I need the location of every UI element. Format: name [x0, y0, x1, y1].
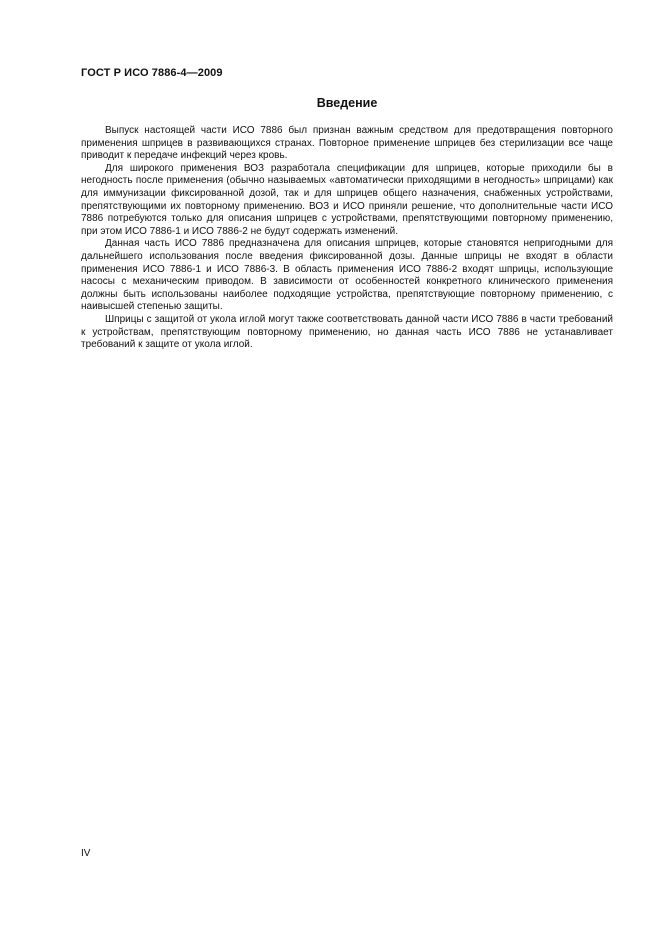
paragraph-4: Шприцы с защитой от укола иглой могут также соответствовать данной части ИСО 7886 в части требований к устройствам, препятствующим повторному применению, но данная часть ИСО 7886 не устанавливает требований к защите от укола иглой.: [81, 313, 613, 351]
section-title: Введение: [316, 96, 378, 110]
paragraph-3: Данная часть ИСО 7886 предназначена для описания шприцев, которые становятся непригодными для дальнейшего использования после введения фиксированной дозы. Данные шприцы не входят в области применения ИСО 7886-1 и ИСО 7886-3. В область применения ИСО 7886-2 входят шприцы, использующие насосы с механическим приводом. В зависимости от особенностей конкретного клинического применения должны быть использованы наиболее подходящие устройства, препятствующие повторному применению, с наивысшей степенью защиты.: [81, 238, 613, 313]
page-number: IV: [81, 848, 91, 859]
body-text: [81, 125, 613, 352]
document-header: ГОСТ Р ИСО 7886-4—2009: [81, 67, 223, 79]
paragraph-1: Выпуск настоящей части ИСО 7886 был признан важным средством для предотвращения повторного применения шприцев в развивающихся странах. Повторное применение шприцев без стерилизации все чаще приводит к передаче инфекций через кровь.: [81, 125, 613, 162]
paragraph-2: Для широкого применения ВОЗ разработала спецификации для шприцев, которые приходили бы в негодность после применения (обычно называемых «автоматически приходящими в негодность» шприцами) как для иммунизации фиксированной дозой, так и для шприцев общего назначения, снабженных устройствами, препятствующими их повторному применению. ВОЗ и ИСО приняли решение, что дополнительные части ИСО 7886 потребуются только для описания шприцев с устройствами, препятствующими повторному применению, при этом ИСО 7886-1 и ИСО 7886-2 не будут содержать изменений.: [81, 162, 613, 237]
